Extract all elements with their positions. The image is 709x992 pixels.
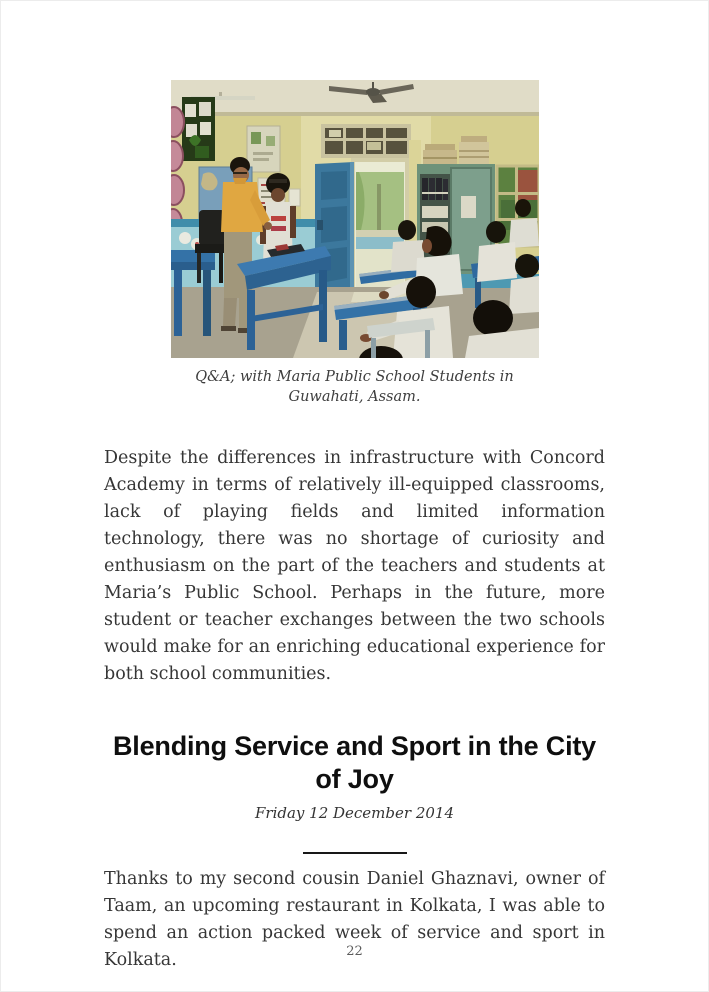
paragraph-infrastructure: Despite the differences in infrastructure with Concord Academy in terms of relatively ill-equipped classrooms, lack of playing fields and limited information technology, there was no shortage of curiosity and enthusiasm on the part of the teachers and students at Maria’s Public School. Perhaps in the future, more student or teacher exchanges between the two schools would make for an enriching educational experience for both school communities. <box>104 448 605 685</box>
classroom-photo-image <box>171 80 539 358</box>
photo-figure <box>171 80 539 407</box>
post-date: Friday 12 December 2014 <box>254 804 454 822</box>
section-divider <box>303 852 407 854</box>
post-title: Blending Service and Sport in the City of Joy <box>113 731 596 795</box>
page-number: 22 <box>346 944 363 959</box>
photo-caption: Q&A; with Maria Public School Students in Guwahati, Assam. <box>195 369 514 405</box>
paragraph-thanks: Thanks to my second cousin Daniel Ghaznavi, owner of Taam, an upcoming restaurant in Kolkata, I was able to spend an action packed week of service and sport in Kolkata. <box>104 869 605 970</box>
